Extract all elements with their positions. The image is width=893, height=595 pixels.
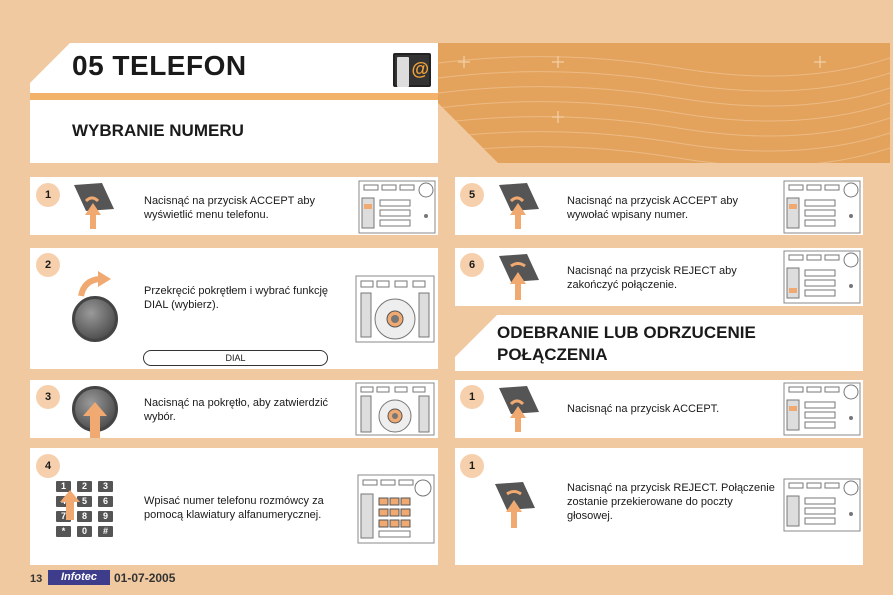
radio-panel-icon — [783, 250, 861, 309]
step-badge: 4 — [36, 454, 60, 478]
key: 1 — [56, 481, 71, 492]
radio-panel-icon — [783, 478, 861, 537]
key: 2 — [77, 481, 92, 492]
key: 6 — [98, 496, 113, 507]
rotary-knob-icon — [72, 296, 118, 342]
title-underline — [30, 93, 438, 100]
key: 7 — [56, 511, 71, 522]
accept-button-icon — [497, 384, 541, 439]
radio-panel-icon — [783, 382, 861, 441]
step-text: Nacisnąć na przycisk ACCEPT aby wyświetlić menu telefonu. — [144, 195, 315, 221]
at-sign: @ — [411, 59, 429, 79]
page-number: 13 — [30, 573, 43, 585]
reject-button-icon — [493, 480, 537, 535]
step-badge: 1 — [460, 385, 484, 409]
key: 5 — [77, 496, 92, 507]
reject-button-icon — [497, 252, 541, 307]
section2-title-line2: POŁĄCZENIA — [497, 345, 608, 364]
step-text: Nacisnąć na przycisk ACCEPT aby wywołać wpisany numer. — [567, 195, 738, 221]
decorative-pattern — [438, 43, 890, 163]
key: 8 — [77, 511, 92, 522]
radio-knob-panel-icon — [355, 275, 435, 348]
brand-logo: Infotec — [48, 570, 110, 585]
step-badge: 3 — [36, 385, 60, 409]
telephone-icon — [393, 53, 431, 87]
press-arrow-icon — [80, 402, 110, 443]
step-badge: 5 — [460, 183, 484, 207]
accept-button-icon — [497, 181, 541, 236]
step-text: Przekręcić pokrętłem i wybrać funkcję DIAL (wybierz). — [144, 285, 329, 311]
step-text: Wpisać numer telefonu rozmówcy za pomocą klawiatury alfanumerycznej. — [144, 495, 324, 521]
key: 3 — [98, 481, 113, 492]
radio-knob-panel-icon — [355, 382, 435, 441]
dial-display: DIAL — [143, 350, 328, 366]
key: * — [56, 526, 71, 537]
radio-panel-icon — [783, 180, 861, 239]
section-subtitle: WYBRANIE NUMERU — [72, 121, 244, 140]
radio-keypad-panel-icon — [357, 474, 435, 549]
accept-button-icon — [72, 181, 116, 236]
key: 0 — [77, 526, 92, 537]
key: 9 — [98, 511, 113, 522]
step-badge: 6 — [460, 253, 484, 277]
step-text: Nacisnąć na przycisk REJECT aby zakończyć połączenie. — [567, 265, 737, 291]
step-text: Nacisnąć na pokrętło, aby zatwierdzić wybór. — [144, 397, 329, 423]
page-title: 05 TELEFON — [72, 50, 247, 81]
section2-title-line1: ODEBRANIE LUB ODRZUCENIE — [497, 323, 756, 342]
key: # — [98, 526, 113, 537]
step-badge: 1 — [36, 183, 60, 207]
document-date: 01-07-2005 — [114, 571, 176, 585]
section2-title — [497, 322, 756, 366]
step-text: Nacisnąć na przycisk REJECT. Połączenie zostanie przekierowane do poczty głosowej. — [567, 482, 775, 522]
step-badge: 2 — [36, 253, 60, 277]
step-badge: 1 — [460, 454, 484, 478]
keypad-arrow-icon — [58, 490, 82, 525]
radio-panel-icon — [358, 180, 436, 239]
step-text: Nacisnąć na przycisk ACCEPT. — [567, 403, 720, 415]
